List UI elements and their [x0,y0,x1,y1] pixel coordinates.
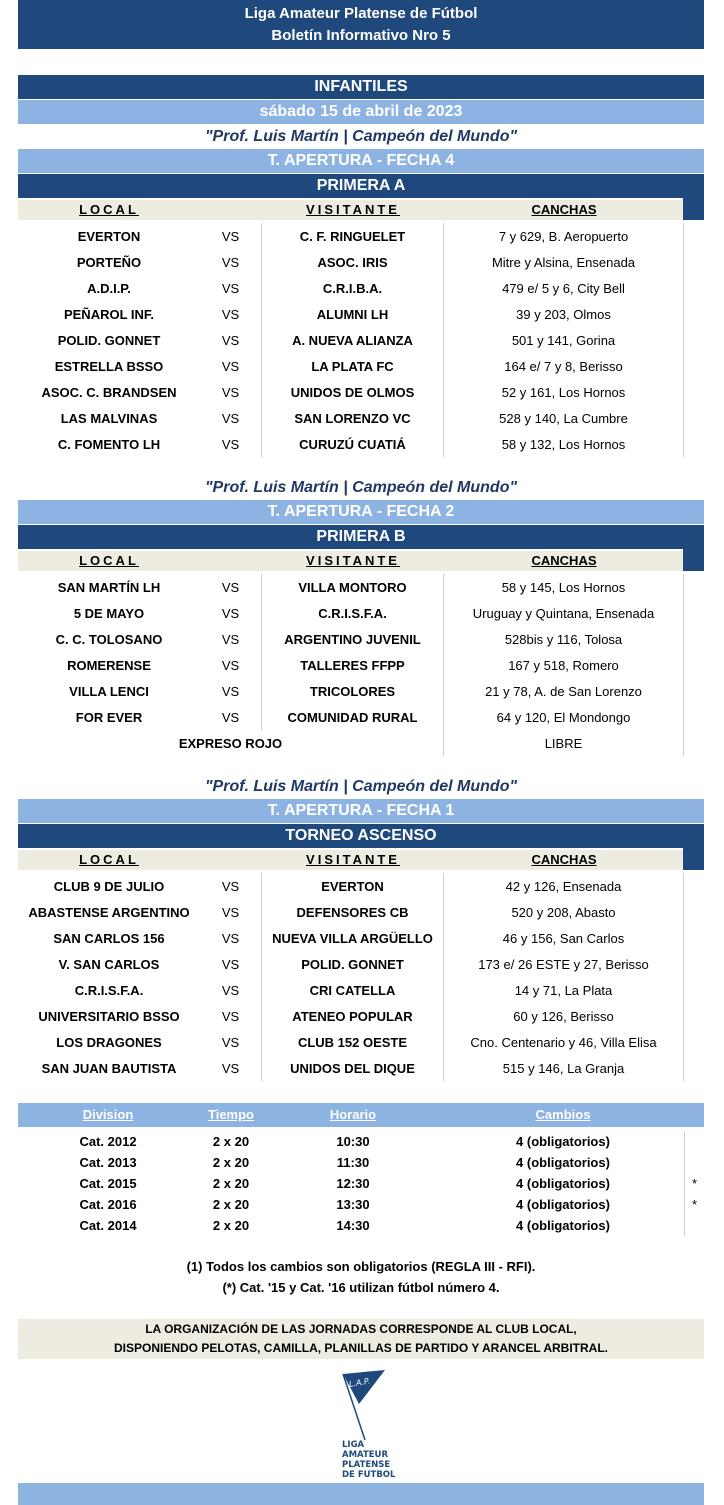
table-row [18,301,704,327]
schedule-header-division: Division [82,1107,134,1122]
visiting-team: C.R.I.S.F.A. [262,600,444,626]
vs-label: VS [200,405,262,431]
bye-label: LIBRE [444,730,684,756]
table-row [18,574,704,600]
local-team: VILLA LENCI [69,683,149,699]
local-team: POLID. GONNET [57,332,161,348]
visiting-team: TALLERES FFPP [262,652,444,678]
table-row [18,1029,704,1055]
vs-label: VS [200,626,262,652]
vs-label: VS [200,275,262,301]
venue: 52 y 161, Los Hornos [444,379,684,405]
table-row [18,873,704,899]
visiting-team: LA PLATA FC [262,353,444,379]
local-team: CLUB 9 DE JULIO [53,878,165,894]
vs-label: VS [200,1055,262,1081]
visiting-team: A. NUEVA ALIANZA [262,327,444,353]
logo-line-2: AMATEUR [342,1450,389,1460]
visiting-team: SAN LORENZO VC [262,405,444,431]
local-team: UNIVERSITARIO BSSO [38,1008,180,1024]
schedule-header [18,1103,704,1127]
venue: 173 e/ 26 ESTE y 27, Berisso [444,951,684,977]
header-visitante: VISITANTE [306,852,400,867]
dedication-1: "Prof. Luis Martín | Campeón del Mundo" [204,128,518,145]
local-team: SAN CARLOS 156 [53,930,165,946]
organization-line-2: DISPONIENDO PELOTAS, CAMILLA, PLANILLAS DE PARTIDO Y ARANCEL ARBITRAL. [113,1341,608,1355]
schedule-mark [684,1215,704,1236]
bye-row [18,730,704,756]
venue: 46 y 156, San Carlos [444,925,684,951]
local-team: 5 DE MAYO [73,605,145,621]
schedule-tiempo: 2 x 20 [212,1176,250,1191]
visiting-team: COMUNIDAD RURAL [262,704,444,730]
logo-wordmark [342,1440,395,1480]
vs-label: VS [200,249,262,275]
venue: 164 e/ 7 y 8, Berisso [444,353,684,379]
venue: 64 y 120, El Mondongo [444,704,684,730]
visiting-team: VILLA MONTORO [262,574,444,600]
local-team: PORTEÑO [76,254,142,270]
fixture-table-1 [18,223,704,457]
table-row [18,951,704,977]
table-row [18,652,704,678]
header-local: LOCAL [79,202,139,217]
schedule-cambios: 4 (obligatorios) [516,1155,610,1170]
visiting-team: NUEVA VILLA ARGÜELLO [262,925,444,951]
schedule-tiempo: 2 x 20 [212,1134,250,1149]
vs-label: VS [200,600,262,626]
local-team: V. SAN CARLOS [58,956,160,972]
schedule-mark [684,1131,704,1152]
bye-team: EXPRESO ROJO [18,730,444,756]
dedication-3: "Prof. Luis Martín | Campeón del Mundo" [204,778,518,795]
venue: 7 y 629, B. Aeropuerto [444,223,684,249]
torneo-title-1: T. APERTURA - FECHA 4 [18,149,704,173]
division-title-3: TORNEO ASCENSO [18,824,704,848]
venue: 60 y 126, Berisso [444,1003,684,1029]
table-row [18,925,704,951]
header-visitante: VISITANTE [306,553,400,568]
vs-label: VS [200,1029,262,1055]
venue: 39 y 203, Olmos [444,301,684,327]
venue: 479 e/ 5 y 6, City Bell [444,275,684,301]
header-local: LOCAL [79,553,139,568]
vs-label: VS [200,431,262,457]
local-team: FOR EVER [75,709,143,725]
schedule-row [18,1194,704,1215]
vs-label: VS [200,574,262,600]
schedule-division: Cat. 2013 [79,1155,137,1170]
fixture-table-3 [18,873,704,1081]
local-team: C. FOMENTO LH [57,436,161,452]
header-canchas: CANCHAS [531,202,597,217]
vs-label: VS [200,899,262,925]
schedule-mark [684,1152,704,1173]
local-team: ROMERENSE [67,657,151,673]
table-row [18,600,704,626]
local-team: ASOC. C. BRANDSEN [41,384,177,400]
header-visitante: VISITANTE [306,202,400,217]
visiting-team: CURUZÚ CUATIÁ [262,431,444,457]
venue: 501 y 141, Gorina [444,327,684,353]
schedule-horario: 13:30 [336,1197,370,1212]
schedule-row [18,1152,704,1173]
schedule-mark: * [684,1173,704,1194]
vs-label: VS [200,301,262,327]
schedule-division: Cat. 2015 [79,1176,137,1191]
table-row [18,353,704,379]
table-row [18,223,704,249]
schedule-division: Cat. 2014 [79,1218,137,1233]
schedule-row [18,1215,704,1236]
vs-label: VS [200,353,262,379]
schedule-cambios: 4 (obligatorios) [516,1134,610,1149]
bulletin-number: Boletín Informativo Nro 5 [271,26,451,44]
table-row [18,249,704,275]
schedule-header-horario: Horario [329,1107,377,1122]
venue: Mitre y Alsina, Ensenada [444,249,684,275]
venue: 167 y 518, Romero [444,652,684,678]
vs-label: VS [200,704,262,730]
table-row [18,405,704,431]
table-row [18,1003,704,1029]
match-date: sábado 15 de abril de 2023 [18,100,704,124]
table-row [18,327,704,353]
schedule-horario: 14:30 [336,1218,370,1233]
table-row [18,1055,704,1081]
venue: Cno. Centenario y 46, Villa Elisa [444,1029,684,1055]
visiting-team: POLID. GONNET [262,951,444,977]
torneo-title-3: T. APERTURA - FECHA 1 [18,799,704,823]
column-header-3 [18,850,704,870]
local-team: PEÑAROL INF. [63,306,155,322]
league-name: Liga Amateur Platense de Fútbol [244,4,478,22]
visiting-team: DEFENSORES CB [262,899,444,925]
schedule-header-cambios: Cambios [535,1107,591,1122]
venue: 520 y 208, Abasto [444,899,684,925]
table-row [18,626,704,652]
visiting-team: C. F. RINGUELET [262,223,444,249]
logo-line-1: LIGA [342,1440,365,1450]
dedication-2: "Prof. Luis Martín | Campeón del Mundo" [204,479,518,496]
logo-line-3: PLATENSE [342,1460,391,1470]
schedule-horario: 11:30 [336,1155,370,1170]
column-header-2 [18,551,704,571]
venue: 14 y 71, La Plata [444,977,684,1003]
local-team: SAN JUAN BAUTISTA [41,1060,177,1076]
header-canchas: CANCHAS [531,553,597,568]
local-team: LAS MALVINAS [60,410,158,426]
vs-label: VS [200,379,262,405]
footer-bar [18,1483,704,1505]
visiting-team: EVERTON [262,873,444,899]
schedule-header-tiempo: Tiempo [208,1107,254,1122]
local-team: ABASTENSE ARGENTINO [28,904,190,920]
schedule-cambios: 4 (obligatorios) [516,1176,610,1191]
venue: 58 y 145, Los Hornos [444,574,684,600]
venue: 515 y 146, La Granja [444,1055,684,1081]
vs-label: VS [200,951,262,977]
local-team: LOS DRAGONES [56,1034,162,1050]
schedule-mark: * [684,1194,704,1215]
header-local: LOCAL [79,852,139,867]
schedule-horario: 10:30 [336,1134,370,1149]
note-pelota: (*) Cat. '15 y Cat. '16 utilizan fútbol número 4. [222,1280,500,1295]
fixture-table-2 [18,574,704,756]
schedule-division: Cat. 2016 [79,1197,137,1212]
schedule-cambios: 4 (obligatorios) [516,1218,610,1233]
schedule-cambios: 4 (obligatorios) [516,1197,610,1212]
local-team: C. C. TOLOSANO [55,631,163,647]
visiting-team: CLUB 152 OESTE [262,1029,444,1055]
vs-label: VS [200,223,262,249]
venue: 528bis y 116, Tolosa [444,626,684,652]
table-row [18,704,704,730]
vs-label: VS [200,327,262,353]
logo-flag-text: L.A.P. [348,1376,371,1389]
local-team: EVERTON [77,228,141,244]
vs-label: VS [200,678,262,704]
visiting-team: ALUMNI LH [262,301,444,327]
local-team: ESTRELLA BSSO [54,358,164,374]
local-team: C.R.I.S.F.A. [74,982,144,998]
logo-line-4: DE FUTBOL [342,1470,396,1480]
visiting-team: ASOC. IRIS [262,249,444,275]
table-row [18,431,704,457]
vs-label: VS [200,925,262,951]
schedule-row [18,1173,704,1194]
organization-notice [18,1319,704,1359]
organization-line-1: LA ORGANIZACIÓN DE LAS JORNADAS CORRESPONDE AL CLUB LOCAL, [145,1322,577,1336]
category-title: INFANTILES [18,75,704,99]
torneo-title-2: T. APERTURA - FECHA 2 [18,500,704,524]
schedule-row [18,1131,704,1152]
vs-label: VS [200,873,262,899]
schedule-tiempo: 2 x 20 [212,1218,250,1233]
header-canchas: CANCHAS [531,852,597,867]
venue: 58 y 132, Los Hornos [444,431,684,457]
schedule-horario: 12:30 [336,1176,370,1191]
visiting-team: UNIDOS DE OLMOS [262,379,444,405]
schedule-tiempo: 2 x 20 [212,1155,250,1170]
table-row [18,678,704,704]
venue: Uruguay y Quintana, Ensenada [444,600,684,626]
column-header-1 [18,200,704,220]
division-title-2: PRIMERA B [18,525,704,549]
schedule-division: Cat. 2012 [79,1134,137,1149]
vs-label: VS [200,652,262,678]
visiting-team: CRI CATELLA [262,977,444,1003]
table-row [18,275,704,301]
local-team: SAN MARTÍN LH [57,579,161,595]
visiting-team: ARGENTINO JUVENIL [262,626,444,652]
local-team: A.D.I.P. [87,280,131,296]
table-row [18,899,704,925]
vs-label: VS [200,1003,262,1029]
table-row [18,977,704,1003]
table-row [18,379,704,405]
venue: 528 y 140, La Cumbre [444,405,684,431]
schedule-tiempo: 2 x 20 [212,1197,250,1212]
venue: 21 y 78, A. de San Lorenzo [444,678,684,704]
visiting-team: UNIDOS DEL DIQUE [262,1055,444,1081]
visiting-team: ATENEO POPULAR [262,1003,444,1029]
bulletin-header [18,0,704,49]
division-title-1: PRIMERA A [18,174,704,198]
vs-label: VS [200,977,262,1003]
visiting-team: TRICOLORES [262,678,444,704]
venue: 42 y 126, Ensenada [444,873,684,899]
visiting-team: C.R.I.B.A. [262,275,444,301]
note-cambios: (1) Todos los cambios son obligatorios (REGLA III - RFI). [186,1259,536,1274]
schedule-table [18,1131,704,1236]
